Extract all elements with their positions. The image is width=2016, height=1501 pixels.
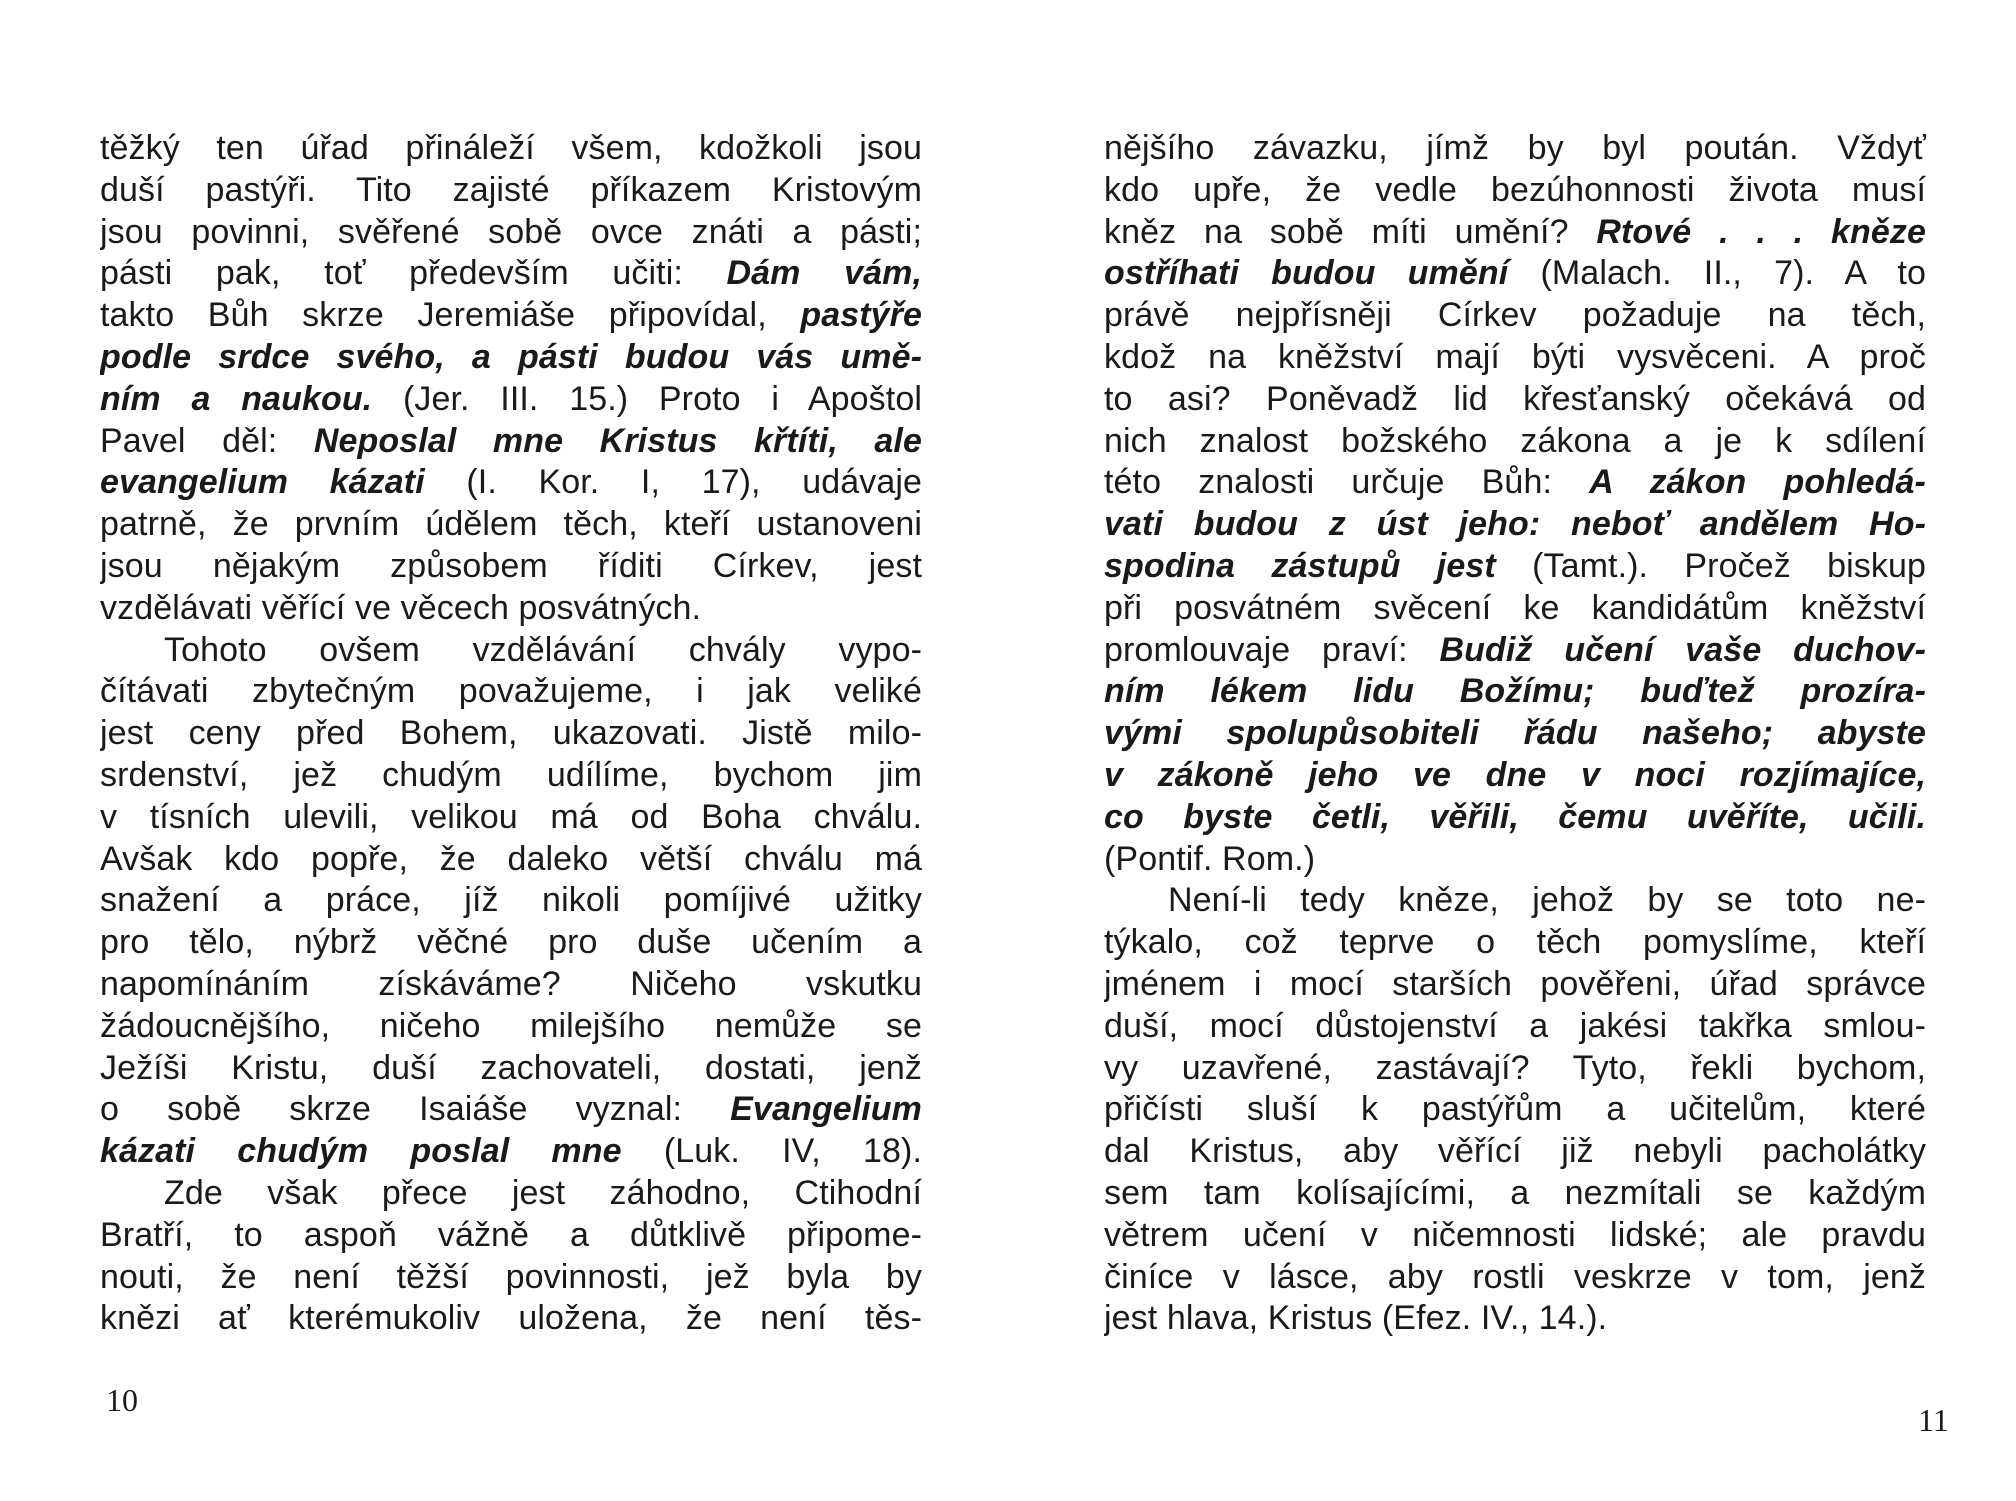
text-line: promlouvaje praví: Budiž učení vaše duchov-	[1104, 630, 1926, 669]
text-line: Ježíši Kristu, duší zachovateli, dostati, jenž	[100, 1048, 922, 1087]
text-line: spodina zástupů jest (Tamt.). Pročež biskup	[1104, 546, 1926, 585]
text-line: takto Bůh skrze Jeremiáše připovídal, pastýře	[100, 296, 922, 335]
text-line: evangelium kázati (I. Kor. I, 17), udávaje	[100, 463, 922, 502]
text-line: Zde však přece jest záhodno, Ctihodní	[164, 1173, 922, 1212]
text-line: kdo upře, že vedle bezúhonnosti života musí	[1104, 170, 1926, 209]
text-line: srdenství, jež chudým udílíme, bychom jim	[100, 755, 922, 794]
text-line: sem tam kolísajícími, a nezmítali se každým	[1104, 1173, 1926, 1212]
right-page	[1008, 0, 2016, 1501]
text-line: v zákoně jeho ve dne v noci rozjímajíce,	[1104, 755, 1926, 794]
text-line: Bratří, to aspoň vážně a důtklivě připome-	[100, 1215, 922, 1254]
text-line: v tísních ulevili, velikou má od Boha chválu.	[100, 797, 922, 836]
text-line: jsou nějakým způsobem říditi Církev, jest	[100, 546, 922, 585]
text-line: jest hlava, Kristus (Efez. IV., 14.).	[1104, 1299, 1608, 1338]
text-line: vy uzavřené, zastávají? Tyto, řekli bychom,	[1104, 1048, 1926, 1087]
text-line: kdož na kněžství mají býti vysvěceni. A proč	[1104, 337, 1926, 376]
text-line: týkalo, což teprve o těch pomyslíme, kteří	[1104, 923, 1926, 962]
text-line: dal Kristus, aby věřící již nebyli pacholátky	[1104, 1132, 1926, 1171]
text-line: duší, mocí důstojenství a jakési takřka smlou-	[1104, 1006, 1926, 1045]
text-line: přičísti sluší k pastýřům a učitelům, které	[1104, 1090, 1926, 1129]
text-line: kněz na sobě míti umění? Rtové . . . kněze	[1104, 212, 1926, 251]
text-line: nouti, že není těžší povinnosti, jež byla by	[100, 1257, 922, 1296]
text-line: snažení a práce, jíž nikoli pomíjivé užitky	[100, 881, 922, 920]
text-line: patrně, že prvním údělem těch, kteří ustanoveni	[100, 505, 922, 544]
text-line: napomínáním získáváme? Ničeho vskutku	[100, 964, 922, 1003]
text-line: Pavel děl: Neposlal mne Kristus křtíti, ale	[100, 421, 922, 460]
text-line: jsou povinni, svěřené sobě ovce znáti a pásti;	[100, 212, 922, 251]
text-line: nich znalost božského zákona a je k sdílení	[1104, 421, 1926, 460]
text-line: vými spolupůsobiteli řádu našeho; abyste	[1104, 714, 1926, 753]
text-line: této znalosti určuje Bůh: A zákon pohledá-	[1104, 463, 1926, 502]
text-line: Tohoto ovšem vzdělávání chvály vypo-	[164, 630, 922, 669]
text-line: co byste četli, věřili, čemu uvěříte, učili.	[1104, 797, 1926, 836]
text-line: (Pontif. Rom.)	[1104, 839, 1316, 878]
text-line: ním lékem lidu Božímu; buďtež prozíra-	[1104, 672, 1926, 711]
text-line: nějšího závazku, jímž by byl poután. Vždyť	[1104, 129, 1926, 167]
text-line: ním a naukou. (Jer. III. 15.) Proto i Apoštol	[100, 379, 922, 418]
text-line: vati budou z úst jeho: neboť andělem Ho-	[1104, 505, 1926, 544]
page-number-left: 10	[106, 1382, 138, 1418]
text-line: vzdělávati věřící ve věcech posvátných.	[100, 588, 702, 627]
text-line: podle srdce svého, a pásti budou vás umě-	[100, 337, 922, 376]
text-line: Avšak kdo popře, že daleko větší chválu má	[100, 839, 922, 878]
text-line: čítávati zbytečným považujeme, i jak veliké	[100, 672, 922, 711]
text-line: jest ceny před Bohem, ukazovati. Jistě milo-	[100, 714, 922, 753]
left-page-text	[100, 128, 922, 1340]
text-line: duší pastýři. Tito zajisté příkazem Kristovým	[100, 170, 922, 209]
text-line: pásti pak, toť především učiti: Dám vám,	[100, 254, 922, 293]
text-line: jménem i mocí starších pověřeni, úřad správce	[1104, 964, 1926, 1003]
text-line: právě nejpřísněji Církev požaduje na těch,	[1104, 296, 1926, 335]
text-line: kázati chudým poslal mne (Luk. IV, 18).	[100, 1132, 922, 1171]
text-line: žádoucnějšího, ničeho milejšího nemůže se	[100, 1006, 922, 1045]
text-line: o sobě skrze Isaiáše vyznal: Evangelium	[100, 1090, 922, 1129]
text-line: knězi ať kterémukoliv uložena, že není těs-	[100, 1299, 922, 1338]
text-line: těžký ten úřad přináleží všem, kdožkoli jsou	[100, 129, 922, 167]
text-line: Není-li tedy kněze, jehož by se toto ne-	[1168, 881, 1926, 920]
text-line: ostříhati budou umění (Malach. II., 7). A to	[1104, 254, 1926, 293]
page-number-right: 11	[1918, 1402, 1949, 1438]
text-line: pro tělo, nýbrž věčné pro duše učením a	[100, 923, 922, 962]
text-line: to asi? Poněvadž lid křesťanský očekává od	[1104, 379, 1926, 418]
right-page-text	[1104, 128, 1926, 1340]
text-line: větrem učení v ničemnosti lidské; ale pravdu	[1104, 1215, 1926, 1254]
text-line: činíce v lásce, aby rostli veskrze v tom, jenž	[1104, 1257, 1926, 1296]
text-line: při posvátném svěcení ke kandidátům kněžství	[1104, 588, 1926, 627]
